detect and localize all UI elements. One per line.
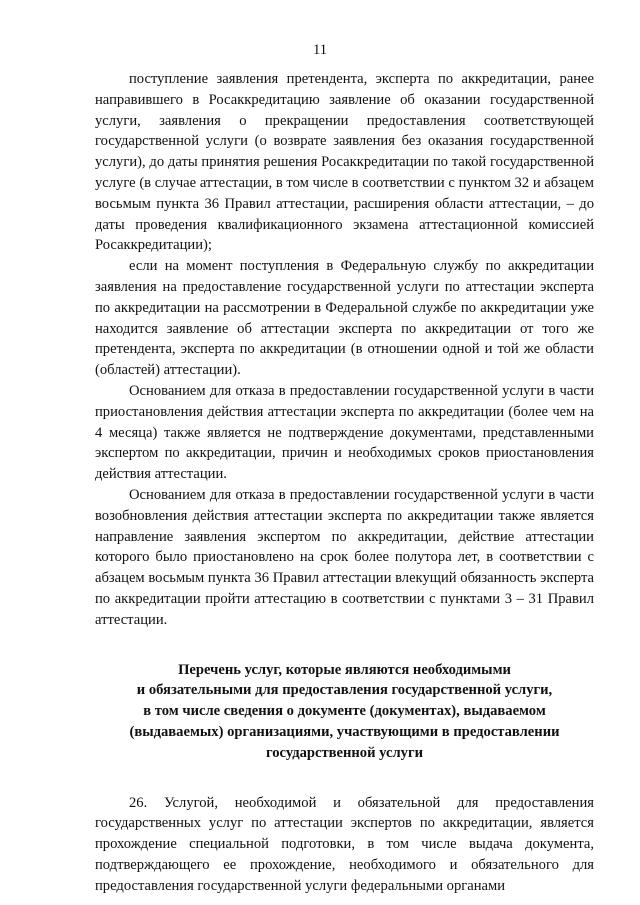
section-heading bbox=[95, 660, 594, 764]
heading-line: (выдаваемых) организациями, участвующими в предоставлении bbox=[129, 723, 560, 740]
paragraph-3: Основанием для отказа в предоставлении государственной услуги в части приостановления действия аттестации эксперта по аккредитации (более чем на 4 месяца) также является не подтверждение документами, представленными экспертом по аккредитации, причин и необходимых сроков приостановления действия аттестации. bbox=[95, 382, 594, 483]
heading-line: государственной услуги bbox=[265, 744, 424, 761]
page-content bbox=[95, 69, 594, 896]
heading-line: и обязательными для предоставления государственной услуги, bbox=[136, 682, 553, 699]
paragraph-4: Основанием для отказа в предоставлении государственной услуги в части возобновления действия аттестации эксперта по аккредитации также является направление заявления экспертом по аккредитации, действие аттестации которого было приостановлено на срок более полутора лет, в соответствии с абзацем восьмым пункта 36 Правил аттестации влекущий обязанность эксперта по аккредитации пройти аттестацию в соответствии с пунктами 3 – 31 Правил аттестации. bbox=[95, 486, 594, 628]
paragraph-1: поступление заявления претендента, эксперта по аккредитации, ранее направившего в Росаккредитацию заявление об оказании государственной услуги, заявления о прекращении предоставления соответствующей государственной услуги (о возврате заявления без оказания государственной услуги), до даты принятия решения Росаккредитации по такой государственной услуге (в случае аттестации, в том числе в соответствии с пунктом 32 и абзацем восьмым пункта 36 Правил аттестации, расширения области аттестации, – до даты проведения квалификационного экзамена аттестационной комиссией Росаккредитации); bbox=[95, 71, 594, 254]
paragraph-26: 26. Услугой, необходимой и обязательной для предоставления государственных услуг по аттестации экспертов по аккредитации, является прохождение специальной подготовки, в том числе выдача документа, подтверждающего ее прохождение, необходимого и обязательного для предоставления государственной услуги федеральными органами bbox=[95, 794, 594, 894]
heading-line: Перечень услуг, которые являются необходимыми bbox=[178, 661, 511, 678]
paragraph-2: если на момент поступления в Федеральную службу по аккредитации заявления на предоставление государственной услуги по аттестации эксперта по аккредитации на рассмотрении в Федеральной службе по аккредитации уже находится заявление об аттестации эксперта по аккредитации от того же претендента, эксперта по аккредитации (в отношении одной и той же области (областей) аттестации). bbox=[95, 258, 594, 379]
heading-line: в том числе сведения о документе (документах), выдаваемом bbox=[143, 703, 546, 720]
page-number: 11 bbox=[312, 42, 328, 58]
